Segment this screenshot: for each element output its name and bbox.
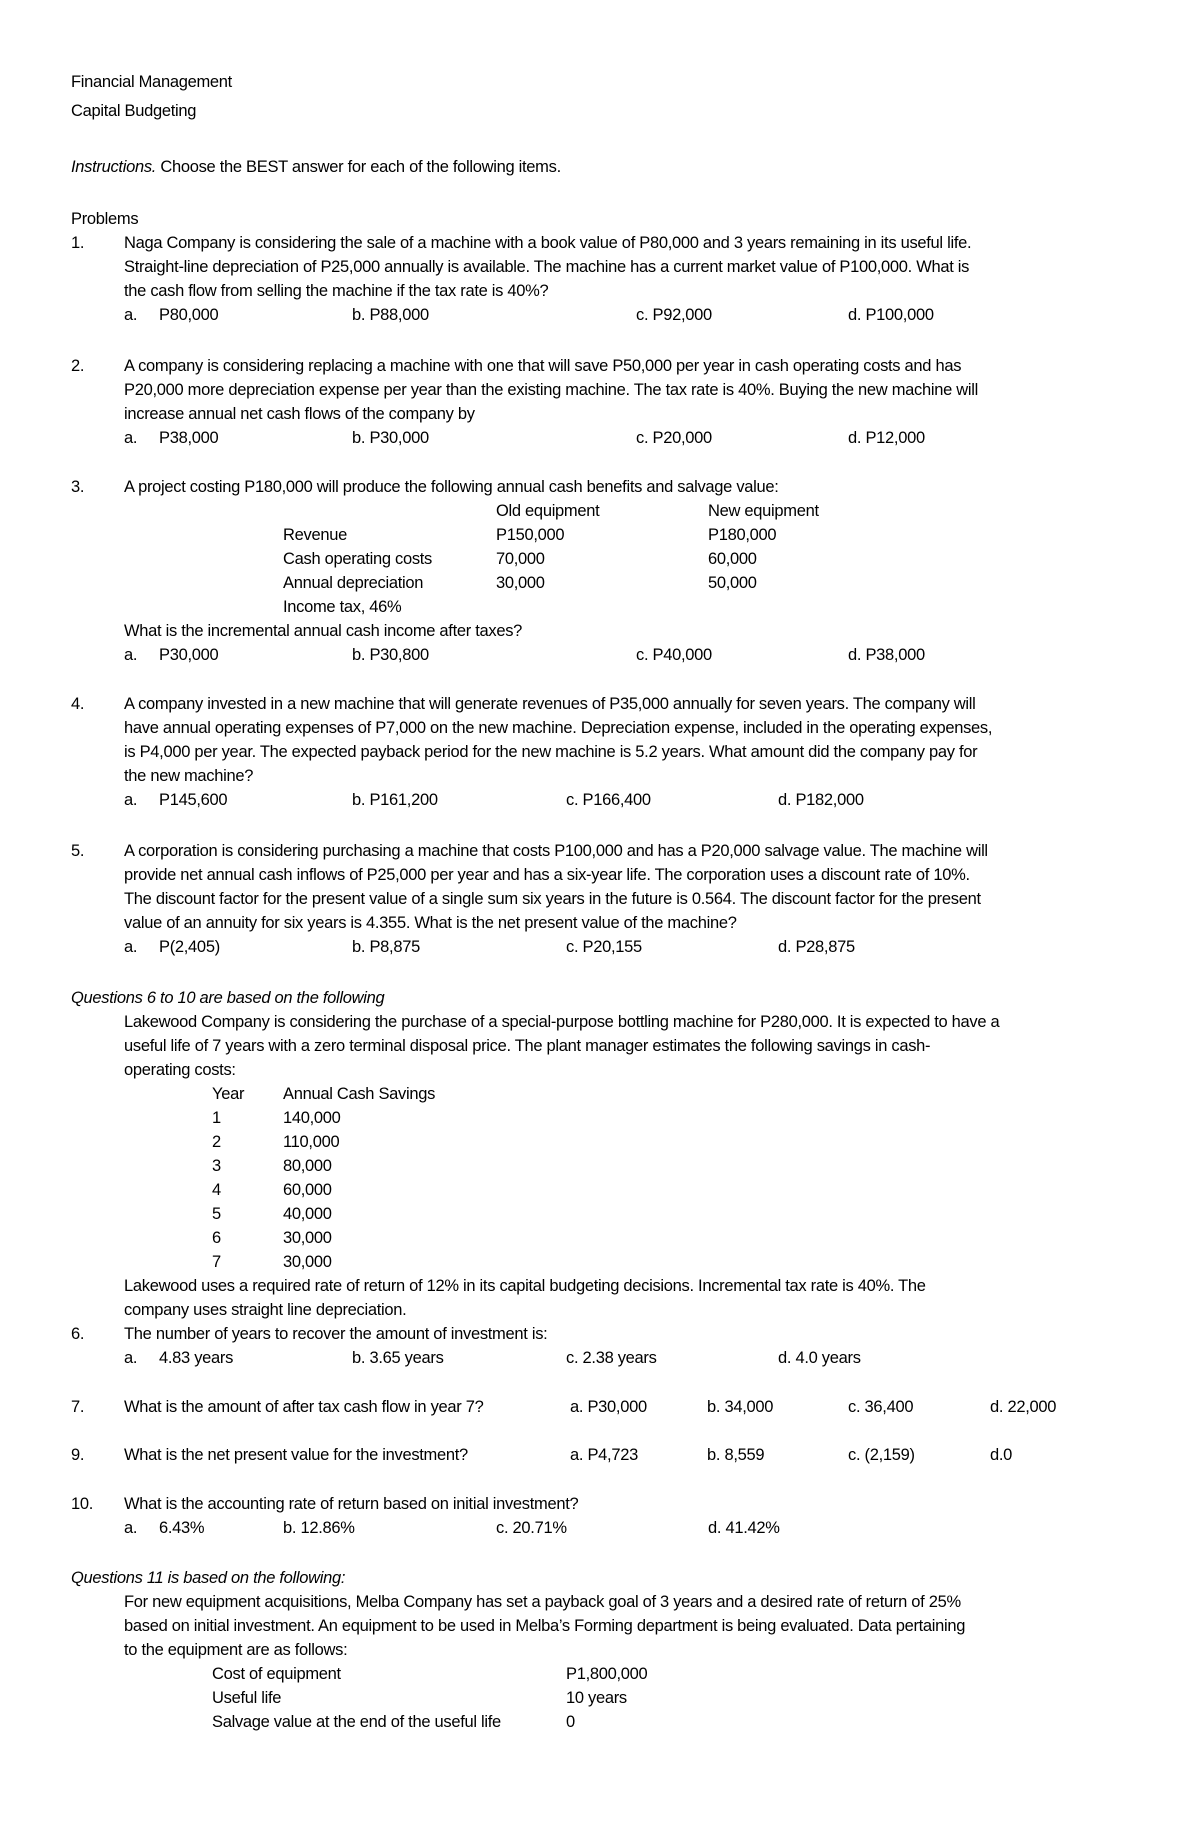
melba-row-label: Salvage value at the end of the useful life — [212, 1713, 501, 1731]
lakewood-after-2: company uses straight line depreciation. — [124, 1301, 407, 1319]
lakewood-year: 6 — [212, 1229, 221, 1247]
q7-choice-a-letter: a. — [570, 1398, 584, 1416]
q3-choice-d-text: P38,000 — [865, 646, 925, 664]
q4-line-3: is P4,000 per year. The expected payback period for the new machine is 5.2 years. What amount did the company pay for — [124, 743, 978, 761]
q3-choice-d-letter: d. — [848, 646, 862, 664]
q3-col-new: New equipment — [708, 502, 819, 520]
q5-choice-c — [566, 935, 642, 959]
q9-choice-d-text: 0 — [1003, 1446, 1013, 1464]
q5-choice-a: P(2,405) — [159, 938, 220, 956]
q9-choice-c-letter: c. — [848, 1446, 861, 1464]
melba-line-1: For new equipment acquisitions, Melba Company has set a payback goal of 3 years and a desired rate of return of 25% — [124, 1593, 961, 1611]
q3-choice-b-letter: b. — [352, 646, 366, 664]
q7-choice-c-letter: c. — [848, 1398, 861, 1416]
q3-row-old: P150,000 — [496, 526, 565, 544]
q6-choice-d-letter: d. — [778, 1349, 792, 1367]
q10-choice-c — [496, 1516, 567, 1540]
q3-choice-a: P30,000 — [159, 646, 219, 664]
q7-choice-d-letter: d. — [990, 1398, 1004, 1416]
q7-choice-a — [570, 1395, 647, 1419]
q4-choice-a-letter: a. — [124, 791, 138, 809]
q2-choice-d — [848, 426, 925, 450]
q9-choice-b-letter: b. — [707, 1446, 721, 1464]
q7-choice-d-text: 22,000 — [1007, 1398, 1057, 1416]
q2-choice-b-letter: b. — [352, 429, 366, 447]
lakewood-savings: 40,000 — [283, 1205, 332, 1223]
lakewood-savings: 80,000 — [283, 1157, 332, 1175]
q2-choice-d-text: P12,000 — [865, 429, 925, 447]
q6-choice-d-text: 4.0 years — [795, 1349, 861, 1367]
q3-row-old: 30,000 — [496, 574, 545, 592]
q5-line-1: A corporation is considering purchasing a machine that costs P100,000 and has a P20,000 salvage value. The machine will — [124, 842, 988, 860]
q3-number: 3. — [71, 478, 85, 496]
q6-choice-b-letter: b. — [352, 1349, 366, 1367]
q4-line-4: the new machine? — [124, 767, 254, 785]
instructions-text: Choose the BEST answer for each of the following items. — [160, 158, 561, 176]
q10-choice-d-letter: d. — [708, 1519, 722, 1537]
q7-choice-d — [990, 1395, 1056, 1419]
lakewood-year: 5 — [212, 1205, 221, 1223]
lakewood-year: 1 — [212, 1109, 221, 1127]
q5-choice-d-letter: d. — [778, 938, 792, 956]
q4-choice-b-text: P161,200 — [369, 791, 438, 809]
q7-choice-b-text: 34,000 — [724, 1398, 774, 1416]
lakewood-year: 4 — [212, 1181, 221, 1199]
q10-text: What is the accounting rate of return based on initial investment? — [124, 1495, 579, 1513]
q3-col-old: Old equipment — [496, 502, 600, 520]
q2-choice-c-letter: c. — [636, 429, 649, 447]
melba-row-label: Cost of equipment — [212, 1665, 341, 1683]
q7-choice-c — [848, 1395, 913, 1419]
q9-choice-b-text: 8,559 — [724, 1446, 765, 1464]
q9-choice-c — [848, 1443, 915, 1467]
q3-choice-b — [352, 643, 429, 667]
q3-row-label: Income tax, 46% — [283, 598, 402, 616]
q2-choice-c-text: P20,000 — [652, 429, 712, 447]
course-title: Financial Management — [71, 73, 232, 91]
q5-choice-b-text: P8,875 — [369, 938, 420, 956]
lakewood-line-2: useful life of 7 years with a zero terminal disposal price. The plant manager estimates the following savings in cash- — [124, 1037, 931, 1055]
instructions — [71, 155, 561, 179]
q1-choice-b-text: P88,000 — [369, 306, 429, 324]
q7-choice-b — [707, 1395, 773, 1419]
q4-choice-a: P145,600 — [159, 791, 228, 809]
q6-choice-b-text: 3.65 years — [369, 1349, 444, 1367]
q3-choice-b-text: P30,800 — [369, 646, 429, 664]
q2-line-2: P20,000 more depreciation expense per year than the existing machine. The tax rate is 40%. Buying the new machine will — [124, 381, 978, 399]
q2-choice-a-letter: a. — [124, 429, 138, 447]
lakewood-savings: 60,000 — [283, 1181, 332, 1199]
q1-number: 1. — [71, 234, 85, 252]
q10-choice-c-text: 20.71% — [512, 1519, 567, 1537]
q3-choice-c — [636, 643, 712, 667]
q9-text: What is the net present value for the investment? — [124, 1446, 468, 1464]
q7-choice-a-text: P30,000 — [587, 1398, 647, 1416]
q4-line-2: have annual operating expenses of P7,000 on the new machine. Depreciation expense, included in the operating expenses, — [124, 719, 993, 737]
melba-row-label: Useful life — [212, 1689, 282, 1707]
q5-choice-c-text: P20,155 — [582, 938, 642, 956]
q6-choice-a-letter: a. — [124, 1349, 138, 1367]
q1-line-3: the cash flow from selling the machine if the tax rate is 40%? — [124, 282, 549, 300]
q1-line-2: Straight-line depreciation of P25,000 annually is available. The machine has a current market value of P100,000. What is — [124, 258, 970, 276]
q1-choice-c — [636, 303, 712, 327]
lakewood-line-3: operating costs: — [124, 1061, 236, 1079]
q7-choice-c-text: 36,400 — [864, 1398, 914, 1416]
q2-choice-b — [352, 426, 429, 450]
instructions-label: Instructions. — [71, 158, 157, 176]
melba-row-value: P1,800,000 — [566, 1665, 648, 1683]
q9-choice-a-letter: a. — [570, 1446, 584, 1464]
q3-choice-c-text: P40,000 — [652, 646, 712, 664]
q1-choice-c-text: P92,000 — [652, 306, 712, 324]
q6-choice-c-text: 2.38 years — [582, 1349, 657, 1367]
q3-row-label: Revenue — [283, 526, 347, 544]
q3-row-label: Annual depreciation — [283, 574, 424, 592]
lakewood-savings: 140,000 — [283, 1109, 341, 1127]
q6-text: The number of years to recover the amount of investment is: — [124, 1325, 548, 1343]
q10-choice-d — [708, 1516, 780, 1540]
q7-number: 7. — [71, 1398, 85, 1416]
q5-choice-a-letter: a. — [124, 938, 138, 956]
q1-line-1: Naga Company is considering the sale of a machine with a book value of P80,000 and 3 years remaining in its useful life. — [124, 234, 972, 252]
q5-choice-b — [352, 935, 420, 959]
lakewood-savings: 30,000 — [283, 1253, 332, 1271]
q4-choice-b — [352, 788, 438, 812]
problems-heading: Problems — [71, 210, 139, 228]
q6-choice-c-letter: c. — [566, 1349, 579, 1367]
q5-line-4: value of an annuity for six years is 4.355. What is the net present value of the machine? — [124, 914, 737, 932]
q3-row-label: Cash operating costs — [283, 550, 433, 568]
q1-choice-b-letter: b. — [352, 306, 366, 324]
q9-choice-a — [570, 1443, 638, 1467]
lakewood-year: 7 — [212, 1253, 221, 1271]
q3-row-new: 60,000 — [708, 550, 757, 568]
q4-choice-d — [778, 788, 864, 812]
q2-choice-c — [636, 426, 712, 450]
lakewood-col-savings: Annual Cash Savings — [283, 1085, 436, 1103]
q9-choice-d — [990, 1443, 1012, 1467]
q10-number: 10. — [71, 1495, 94, 1513]
q5-choice-d — [778, 935, 855, 959]
q1-choice-a: P80,000 — [159, 306, 219, 324]
lakewood-savings: 30,000 — [283, 1229, 332, 1247]
lakewood-line-1: Lakewood Company is considering the purchase of a special-purpose bottling machine for P280,000. It is expected to have a — [124, 1013, 1000, 1031]
q7-choice-b-letter: b. — [707, 1398, 721, 1416]
q10-choice-b-text: 12.86% — [300, 1519, 355, 1537]
q3-row-old: 70,000 — [496, 550, 545, 568]
q9-number: 9. — [71, 1446, 85, 1464]
q4-choice-d-letter: d. — [778, 791, 792, 809]
q4-choice-d-text: P182,000 — [795, 791, 864, 809]
lakewood-heading: Questions 6 to 10 are based on the following — [71, 989, 385, 1007]
q5-choice-d-text: P28,875 — [795, 938, 855, 956]
q3-choice-d — [848, 643, 925, 667]
lakewood-savings: 110,000 — [283, 1133, 340, 1151]
q9-choice-c-text: (2,159) — [864, 1446, 915, 1464]
lakewood-year: 3 — [212, 1157, 221, 1175]
melba-heading: Questions 11 is based on the following: — [71, 1569, 346, 1587]
q3-intro: A project costing P180,000 will produce the following annual cash benefits and salvage value: — [124, 478, 779, 496]
q9-choice-a-text: P4,723 — [587, 1446, 638, 1464]
q1-choice-a-letter: a. — [124, 306, 138, 324]
q3-row-new: 50,000 — [708, 574, 757, 592]
q1-choice-d-text: P100,000 — [865, 306, 934, 324]
q5-line-2: provide net annual cash inflows of P25,000 per year and has a six-year life. The corporation uses a discount rate of 10%. — [124, 866, 970, 884]
q4-choice-c — [566, 788, 651, 812]
q1-choice-d — [848, 303, 934, 327]
q5-number: 5. — [71, 842, 85, 860]
q3-choice-a-letter: a. — [124, 646, 138, 664]
q6-choice-d — [778, 1346, 861, 1370]
q10-choice-a-letter: a. — [124, 1519, 138, 1537]
q5-choice-c-letter: c. — [566, 938, 579, 956]
q6-choice-c — [566, 1346, 657, 1370]
topic-title: Capital Budgeting — [71, 102, 197, 120]
q4-line-1: A company invested in a new machine that will generate revenues of P35,000 annually for seven years. The company will — [124, 695, 976, 713]
q10-choice-d-text: 41.42% — [725, 1519, 780, 1537]
q3-choice-c-letter: c. — [636, 646, 649, 664]
q2-choice-d-letter: d. — [848, 429, 862, 447]
q9-choice-b — [707, 1443, 764, 1467]
q1-choice-b — [352, 303, 429, 327]
q2-choice-b-text: P30,000 — [369, 429, 429, 447]
q4-number: 4. — [71, 695, 85, 713]
q2-number: 2. — [71, 357, 85, 375]
q5-line-3: The discount factor for the present value of a single sum six years in the future is 0.564. The discount factor for the present — [124, 890, 981, 908]
q3-row-new: P180,000 — [708, 526, 777, 544]
q10-choice-a: 6.43% — [159, 1519, 205, 1537]
q2-choice-a: P38,000 — [159, 429, 219, 447]
q10-choice-b — [283, 1516, 355, 1540]
q10-choice-c-letter: c. — [496, 1519, 509, 1537]
q2-line-1: A company is considering replacing a machine with one that will save P50,000 per year in cash operating costs and has — [124, 357, 962, 375]
q4-choice-b-letter: b. — [352, 791, 366, 809]
melba-row-value: 0 — [566, 1713, 575, 1731]
q6-number: 6. — [71, 1325, 85, 1343]
q5-choice-b-letter: b. — [352, 938, 366, 956]
lakewood-col-year: Year — [212, 1085, 245, 1103]
q4-choice-c-text: P166,400 — [582, 791, 651, 809]
q10-choice-b-letter: b. — [283, 1519, 297, 1537]
melba-line-3: to the equipment are as follows: — [124, 1641, 348, 1659]
q4-choice-c-letter: c. — [566, 791, 579, 809]
q6-choice-b — [352, 1346, 444, 1370]
q1-choice-c-letter: c. — [636, 306, 649, 324]
q9-choice-d-letter: d. — [990, 1446, 1004, 1464]
q3-question: What is the incremental annual cash income after taxes? — [124, 622, 523, 640]
lakewood-after-1: Lakewood uses a required rate of return of 12% in its capital budgeting decisions. Incremental tax rate is 40%. The — [124, 1277, 926, 1295]
q1-choice-d-letter: d. — [848, 306, 862, 324]
q2-line-3: increase annual net cash flows of the company by — [124, 405, 475, 423]
q7-text: What is the amount of after tax cash flow in year 7? — [124, 1398, 484, 1416]
melba-row-value: 10 years — [566, 1689, 627, 1707]
q6-choice-a: 4.83 years — [159, 1349, 234, 1367]
lakewood-year: 2 — [212, 1133, 221, 1151]
melba-line-2: based on initial investment. An equipment to be used in Melba’s Forming department is being evaluated. Data pertaining — [124, 1617, 966, 1635]
